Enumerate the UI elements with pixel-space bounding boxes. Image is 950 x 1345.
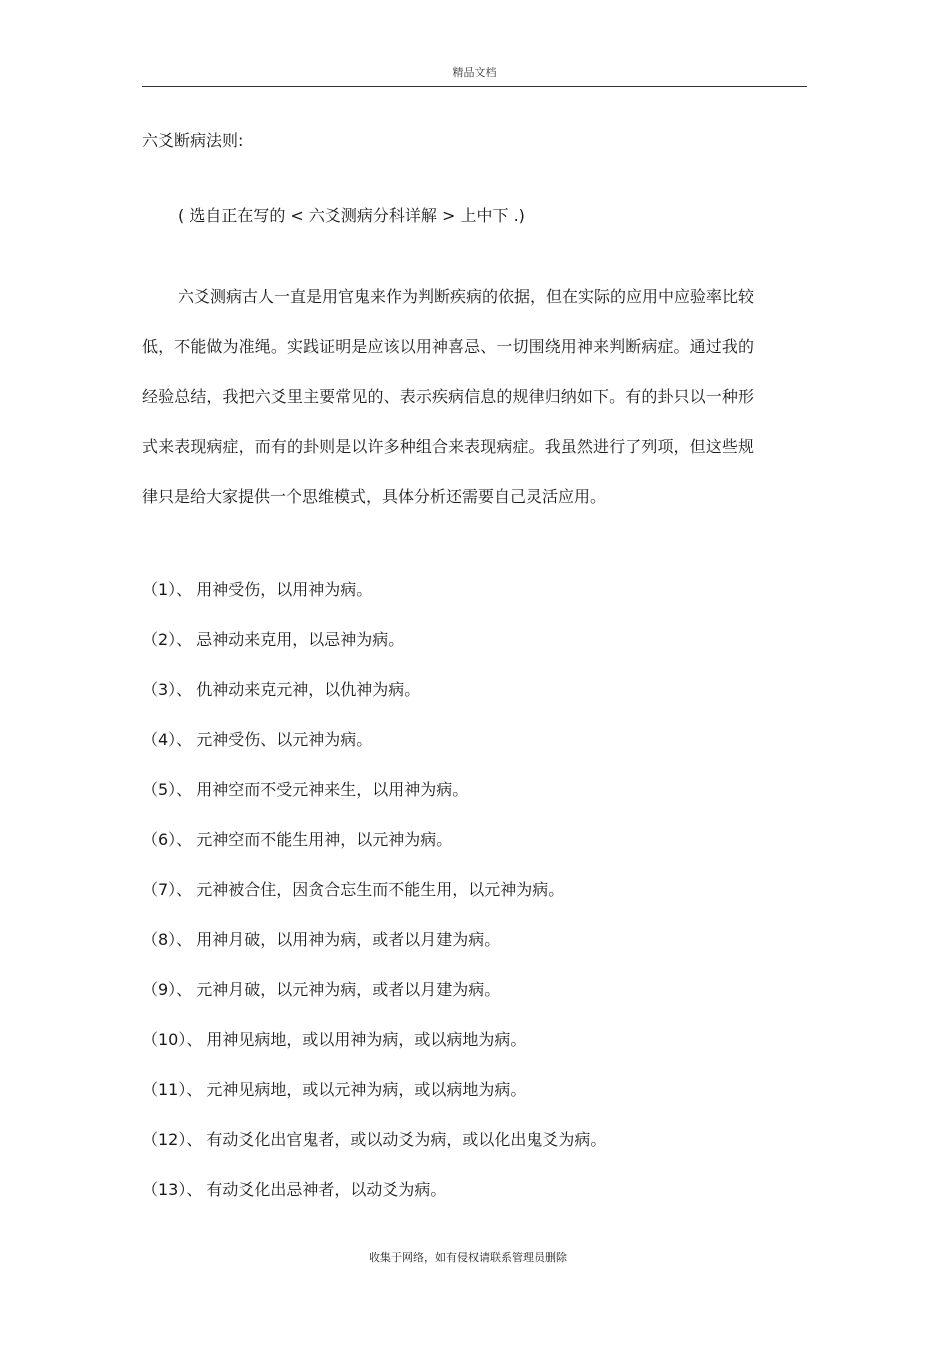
rule-text: 元神被合住，因贪合忘生而不能生用，以元神为病。 — [196, 880, 565, 899]
rule-text: 元神见病地，或以元神为病，或以病地为病。 — [206, 1080, 527, 1099]
rule-text: 用神见病地，或以用神为病，或以病地为病。 — [206, 1030, 527, 1049]
rule-number: （3）、 — [142, 680, 193, 699]
rule-number: （11）、 — [142, 1080, 203, 1099]
footer-text: 收集于网络，如有侵权请联系管理员删除 — [369, 1251, 567, 1264]
rule-item — [142, 870, 782, 920]
rule-text: 仇神动来克元神，以仇神为病。 — [196, 680, 421, 699]
rule-text: 元神空而不能生用神，以元神为病。 — [196, 830, 453, 849]
rule-text: 有动爻化出官鬼者，或以动爻为病，或以化出鬼爻为病。 — [206, 1130, 607, 1149]
rule-number: （7）、 — [142, 880, 193, 899]
page-footer — [0, 1251, 936, 1265]
rule-number: （8）、 — [142, 930, 193, 949]
rule-number: （2）、 — [142, 630, 193, 649]
rule-text: 有动爻化出忌神者，以动爻为病。 — [206, 1180, 447, 1199]
document-title: 六爻断病法则: — [142, 131, 244, 150]
rule-item — [142, 820, 782, 870]
page-header — [142, 66, 807, 87]
rule-number: （5）、 — [142, 780, 193, 799]
rule-item — [142, 670, 782, 720]
rule-item — [142, 1120, 782, 1170]
rule-item — [142, 770, 782, 820]
header-text: 精品文档 — [452, 66, 497, 79]
rule-text: 忌神动来克用，以忌神为病。 — [196, 630, 405, 649]
rule-item — [142, 920, 782, 970]
rule-number: （13）、 — [142, 1180, 203, 1199]
rule-number: （4）、 — [142, 730, 193, 749]
rule-text: 元神月破，以元神为病，或者以月建为病。 — [196, 980, 501, 999]
rule-number: （10）、 — [142, 1030, 203, 1049]
rule-item — [142, 970, 782, 1020]
document-subtitle: ( 选自正在写的 < 六爻测病分科详解 > 上中下 .) — [178, 206, 525, 225]
rule-item — [142, 1070, 782, 1120]
rule-item — [142, 1020, 782, 1070]
rule-list — [142, 570, 782, 1220]
rule-number: （6）、 — [142, 830, 193, 849]
rule-number: （12）、 — [142, 1130, 203, 1149]
rule-item — [142, 720, 782, 770]
intro-paragraph: 六爻测病古人一直是用官鬼来作为判断疾病的依据，但在实际的应用中应验率比较低，不能做为准绳。实践证明是应该以用神喜忌、一切围绕用神来判断病症。通过我的经验总结，我把六爻里主要常见的、表示疾病信息的规律归纳如下。有的卦只以一种形式来表现病症，而有的卦则是以许多种组合来表现病症。我虽然进行了列项，但这些规律只是给大家提供一个思维模式，具体分析还需要自己灵活应用。 — [142, 287, 755, 506]
rule-item — [142, 620, 782, 670]
rule-text: 用神受伤，以用神为病。 — [196, 580, 373, 599]
rule-text: 元神受伤、以元神为病。 — [196, 730, 373, 749]
rule-item — [142, 1170, 782, 1220]
rule-number: （1）、 — [142, 580, 193, 599]
rule-text: 用神月破，以用神为病，或者以月建为病。 — [196, 930, 501, 949]
rule-text: 用神空而不受元神来生，以用神为病。 — [196, 780, 469, 799]
rule-number: （9）、 — [142, 980, 193, 999]
rule-item — [142, 570, 782, 620]
